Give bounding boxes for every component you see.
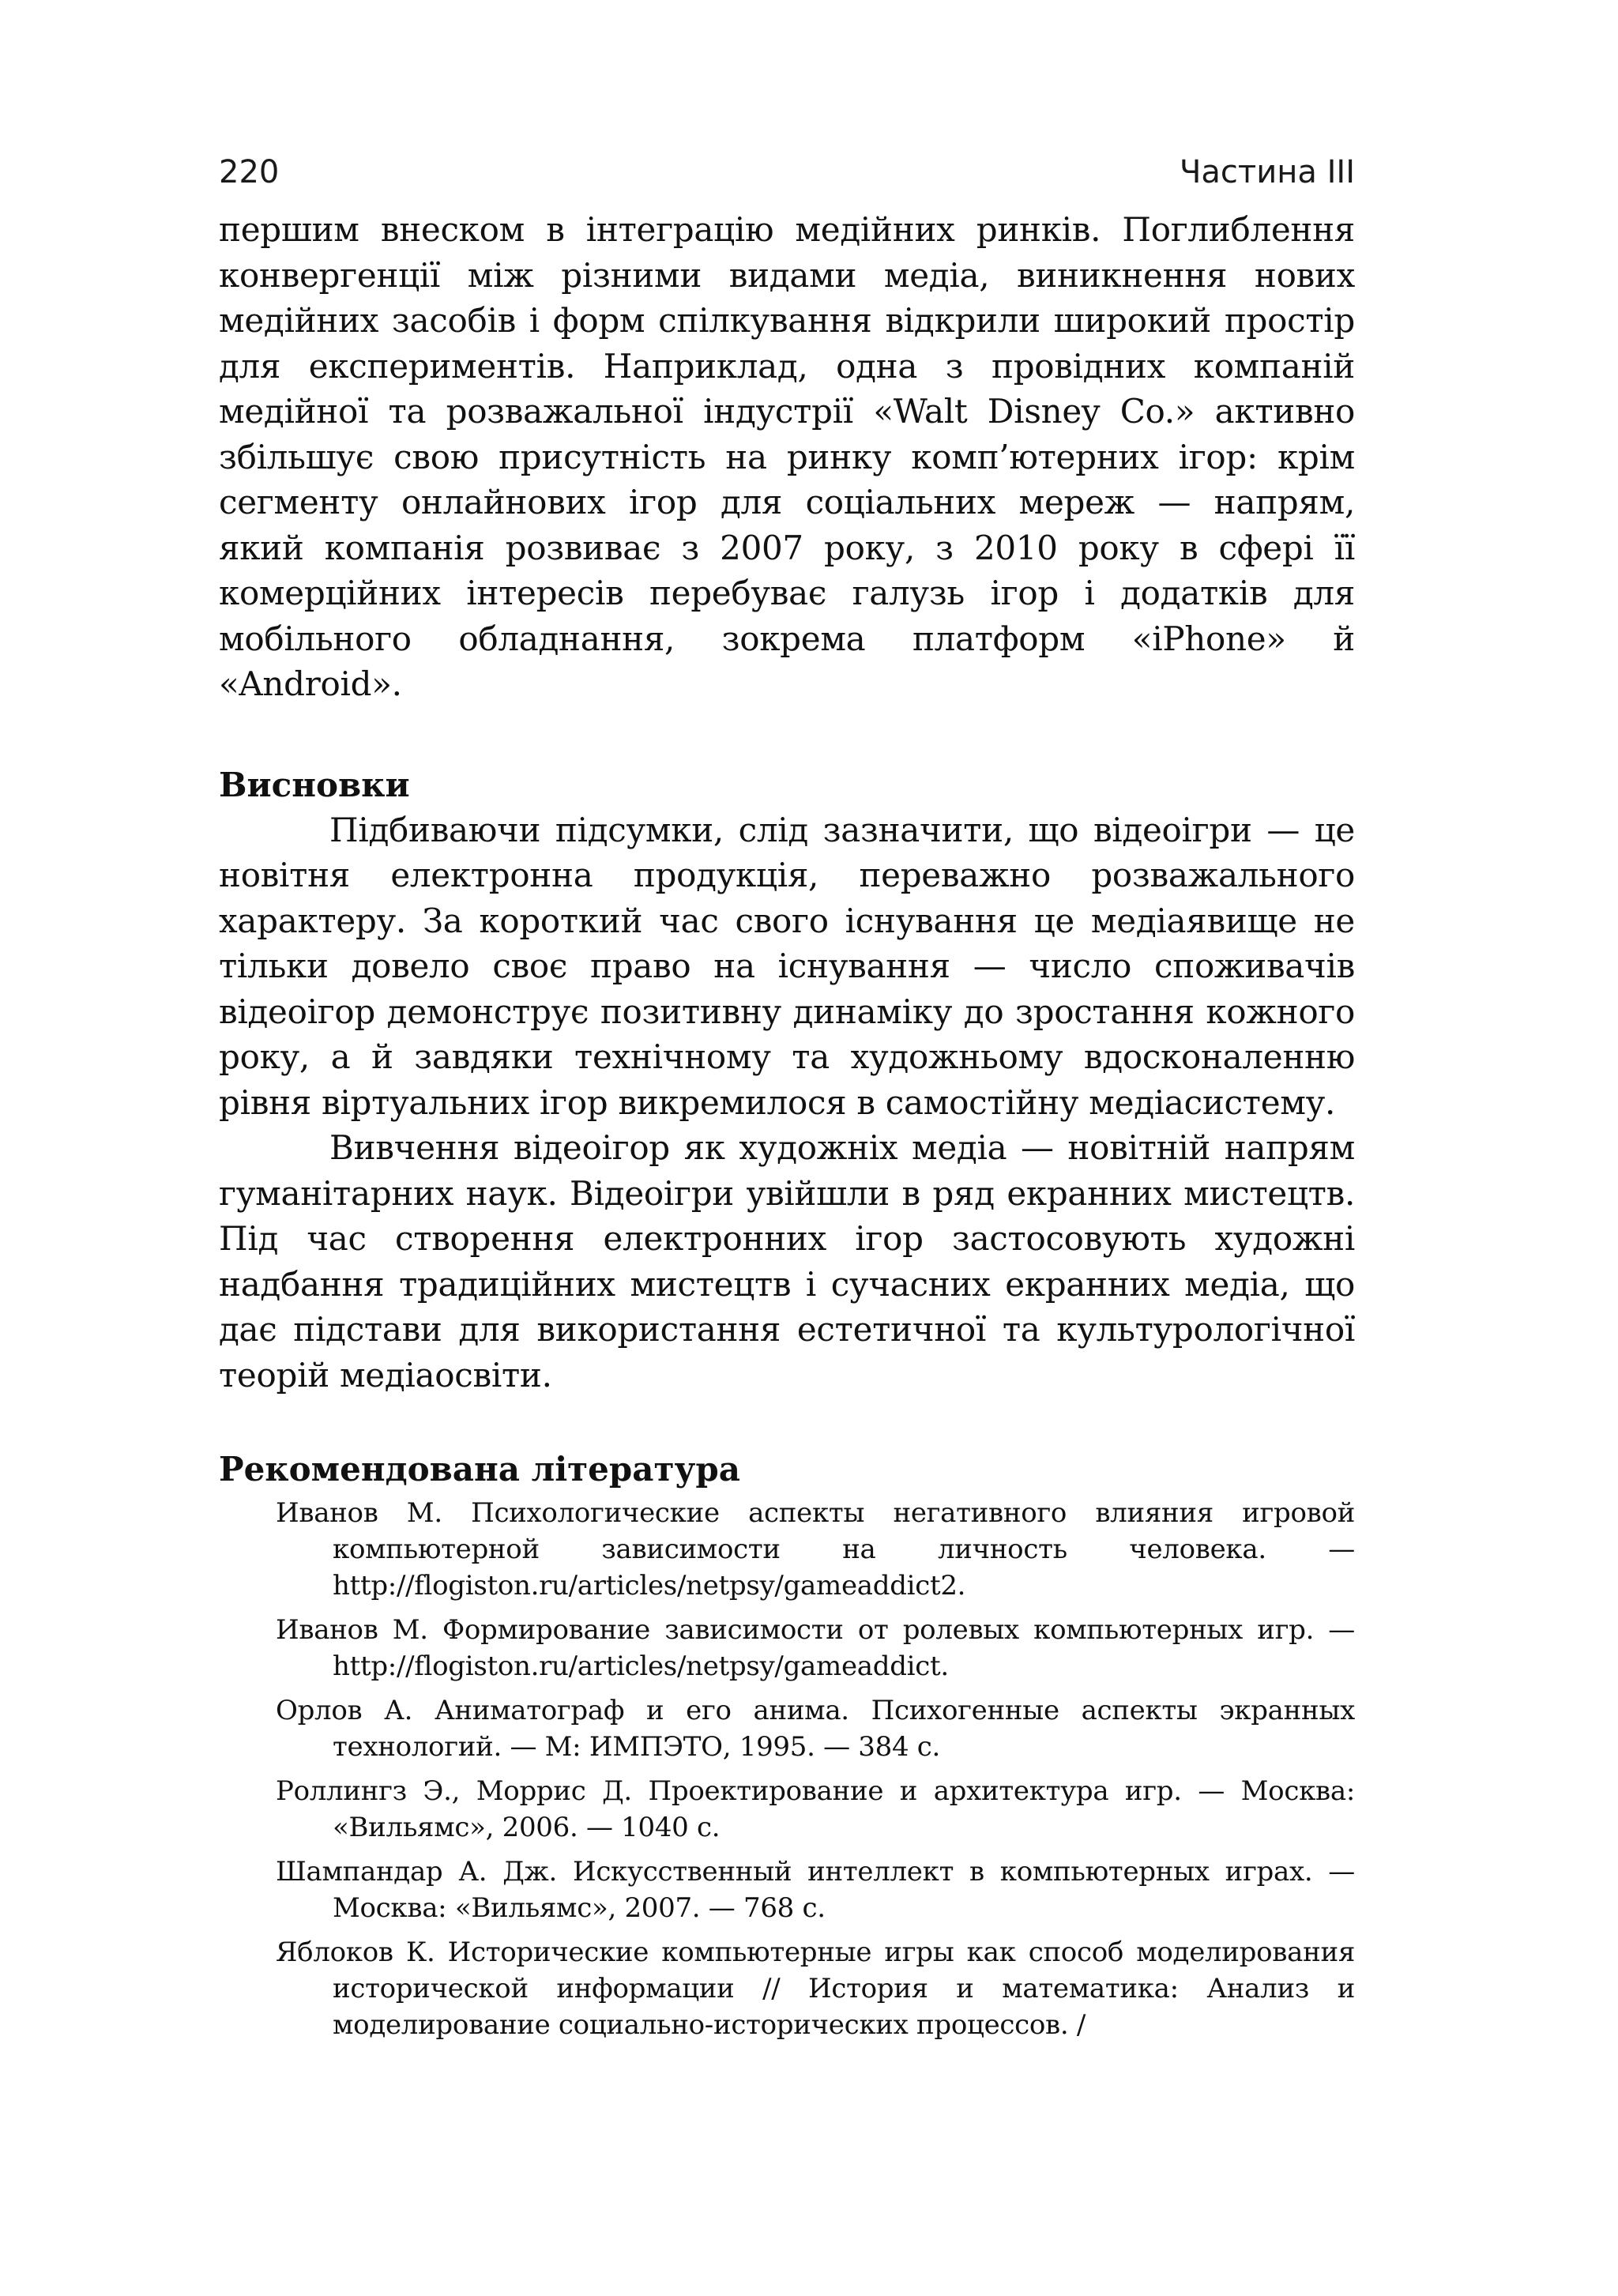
part-label: Частина III	[1180, 154, 1355, 190]
reference-item: Роллингз Э., Моррис Д. Проектирование и архитектура игр. — Москва: «Вильямс», 2006. — 1040 с.	[276, 1775, 1355, 1843]
running-head	[219, 149, 1355, 196]
intro-paragraph: першим внеском в інтеграцію медійних ринків. Поглиблення конвергенції між різними видами медіа, виникнення нових медійних засобів і форм спілкування відкрили широкий простір для експериментів. Наприклад, одна з провідних компаній медійної та розважальної індустрії «Walt Disney Co.» активно збільшує свою присутність на ринку комп’ютерних ігор: крім сегменту онлайнових ігор для соціальних мереж — напрям, який компанія розвиває з 2007 року, з 2010 року в сфері її комерційних інтересів перебуває галузь ігор і додатків для мобільного обладнання, зокрема платформ «iPhone» й «Android».	[219, 210, 1355, 703]
reference-item: Иванов М. Психологические аспекты негативного влияния игровой компьютерной зависимости на личность человека. — http://flogiston.ru/articles/netpsy/gameaddict2.	[276, 1497, 1355, 1602]
reference-item: Яблоков К. Исторические компьютерные игры как способ моделирования исторической информации // История и математика: Анализ и моделирование социально-исторических процессов. /	[276, 1937, 1355, 2041]
page-content	[219, 207, 1355, 2051]
reference-item: Орлов А. Аниматограф и его анима. Психогенные аспекты экранных технологий. — М: ИМПЭТО, 1995. — 384 с.	[276, 1695, 1355, 1763]
conclusions-paragraph-1: Підбиваючи підсумки, слід зазначити, що відеоігри — це новітня електронна продукція, переважно розважального характеру. За короткий час свого існування це медіаявище не тільки довело своє право на існування — число споживачів відеоігор демонструє позитивну динаміку до зростання кожного року, а й завдяки технічному та художньому вдосконаленню рівня віртуальних ігор викремилося в самостійну медіасистему.	[219, 810, 1355, 1122]
references-list	[219, 1495, 1355, 2043]
reference-item: Шампандар А. Дж. Искусственный интеллект в компьютерных играх. — Москва: «Вильямс», 2007. — 768 с.	[276, 1856, 1355, 1924]
conclusions-heading: Висновки	[219, 765, 410, 804]
literature-heading: Рекомендована література	[219, 1450, 740, 1489]
conclusions-paragraph-2: Вивчення відеоігор як художніх медіа — новітній напрям гуманітарних наук. Відеоігри увійшли в ряд екранних мистецтв. Під час створення електронних ігор застосовують художні надбання традиційних мистецтв і сучасних екранних медіа, що дає підстави для використання естетичної та культурологічної теорій медіаосвіти.	[219, 1128, 1355, 1395]
page-number: 220	[219, 154, 280, 190]
reference-item: Иванов М. Формирование зависимости от ролевых компьютерных игр. — http://flogiston.ru/articles/netpsy/gameaddict.	[276, 1614, 1355, 1682]
